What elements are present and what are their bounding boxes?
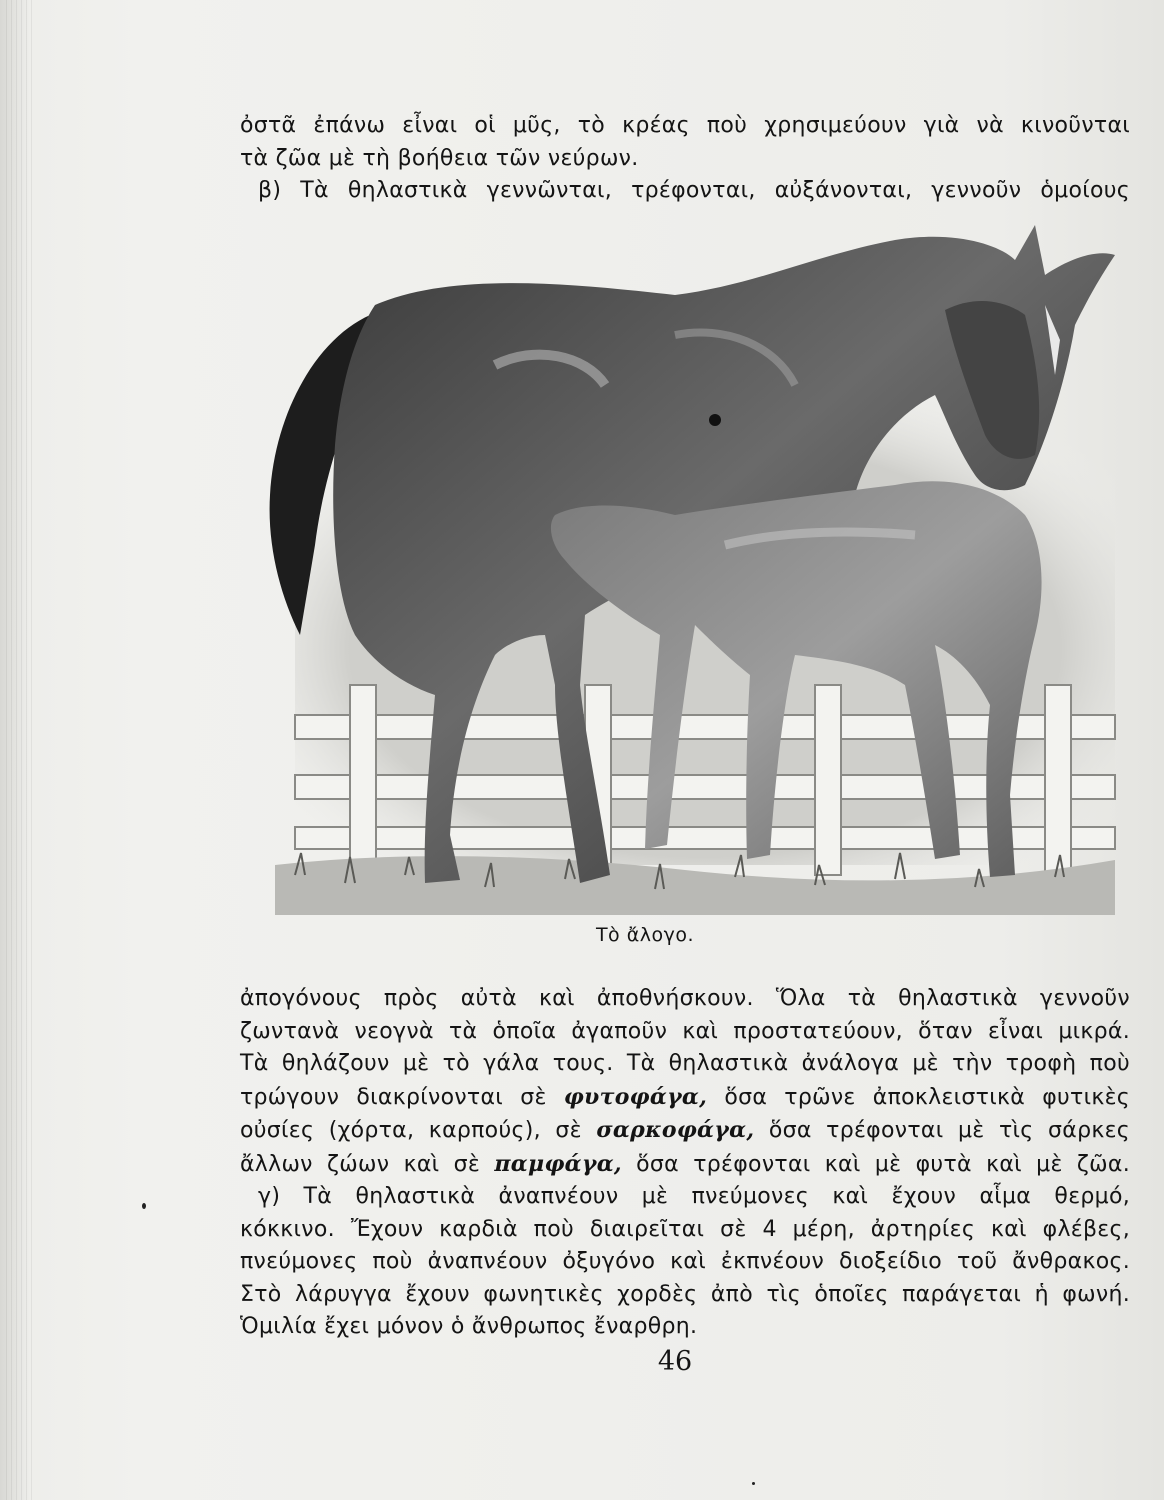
text-line: ζωντανὰ νεογνὰ τὰ ὁποῖα ἀγαποῦν καὶ προστατεύουν, ὅταν εἶναι μικρά. — [240, 1018, 1130, 1044]
text-line: Στὸ λάρυγγα ἔχουν φωνητικὲς χορδὲς ἀπὸ τὶς ὁποῖες παράγεται ἡ φωνή. — [240, 1281, 1130, 1307]
print-speck — [142, 1203, 146, 1209]
text-fragment: ὅσα τρέφονται μὲ τὶς σάρκες — [768, 1118, 1131, 1143]
text-line: Ὁμιλία ἔχει μόνον ὁ ἄνθρωπος ἔναρθρη. — [240, 1314, 698, 1339]
text-fragment: τρώγουν διακρίνονται σὲ — [240, 1084, 547, 1110]
term-herbivores: φυτοφάγα, — [563, 1083, 708, 1110]
text-line: γ) Τὰ θηλαστικὰ ἀναπνέουν μὲ πνεύμονες καὶ ἔχουν αἷμα θερμό, — [258, 1184, 1130, 1209]
body-text-block — [240, 983, 1130, 1344]
top-text-block — [240, 110, 1130, 208]
page-edge-shading — [6, 0, 34, 1500]
text-fragment: ἄλλων ζώων καὶ σὲ — [240, 1151, 481, 1177]
text-line: τὰ ζῶα μὲ τὴ βοήθεια τῶν νεύρων. — [240, 145, 639, 171]
text-line — [240, 1148, 1130, 1182]
print-speck — [752, 1482, 755, 1485]
text-fragment: ὅσα τρῶνε ἀποκλειστικὰ φυτικὲς — [724, 1084, 1130, 1110]
text-fragment: ὅσα τρέφονται καὶ μὲ φυτὰ καὶ μὲ ζῶα. — [636, 1151, 1131, 1177]
horse-illustration — [255, 215, 1125, 920]
text-fragment: οὐσίες (χόρτα, καρπούς), σὲ — [240, 1118, 582, 1143]
text-line: πνεύμονες ποὺ ἀναπνέουν ὀξυγόνο καὶ ἐκπνέουν διοξείδιο τοῦ ἄνθρακος. — [240, 1249, 1130, 1274]
text-line: κόκκινο. Ἔχουν καρδιὰ ποὺ διαιρεῖται σὲ 4 μέρη, ἀρτηρίες καὶ φλέβες, — [240, 1216, 1130, 1242]
text-line: β) Τὰ θηλαστικὰ γεννῶνται, τρέφονται, αὐξάνονται, γεννοῦν ὁμοίους — [258, 178, 1130, 203]
text-line: Τὰ θηλάζουν μὲ τὸ γάλα τους. Τὰ θηλαστικὰ ἀνάλογα μὲ τὴν τροφὴ ποὺ — [240, 1051, 1130, 1076]
text-line: ὀστᾶ ἐπάνω εἶναι οἱ μῦς, τὸ κρέας ποὺ χρησιμεύουν γιὰ νὰ κινοῦνται — [240, 113, 1130, 138]
term-carnivores: σαρκοφάγα, — [596, 1117, 755, 1143]
figure-caption: Τὸ ἄλογο. — [595, 924, 695, 946]
term-omnivores: παμφάγα, — [494, 1150, 622, 1177]
text-line: ἀπογόνους πρὸς αὐτὰ καὶ ἀποθνήσκουν. Ὅλα τὰ θηλαστικὰ γεννοῦν — [240, 986, 1130, 1011]
page-number: 46 — [657, 1346, 693, 1377]
text-line — [240, 1081, 1130, 1115]
text-line — [240, 1114, 1130, 1148]
